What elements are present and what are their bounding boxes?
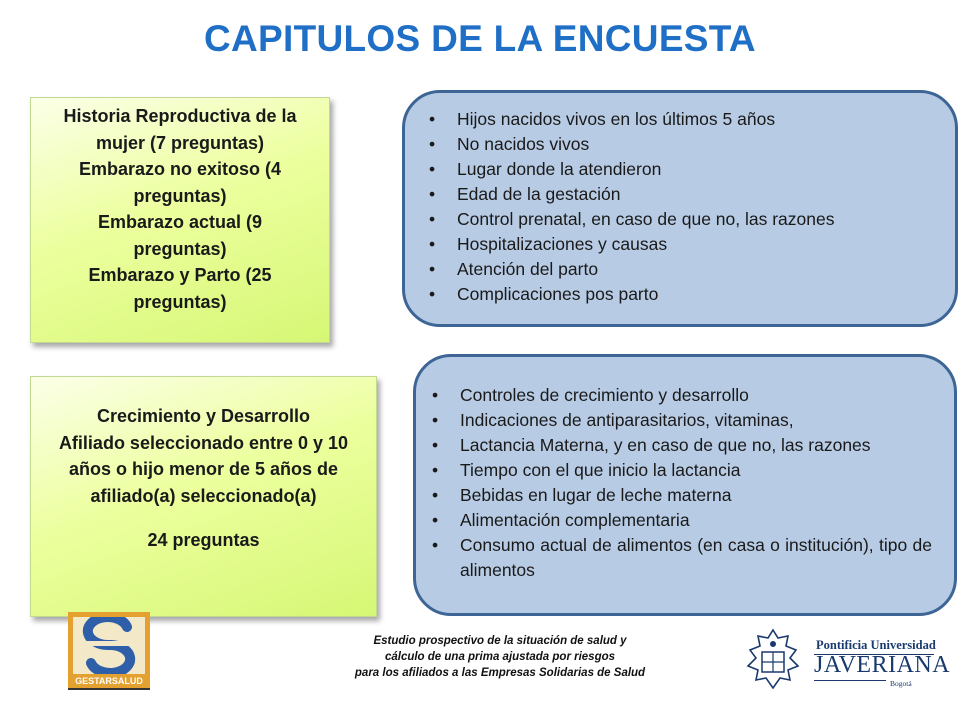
topic-list [425, 107, 925, 307]
box-line: Afiliado seleccionado entre 0 y 10 [58, 432, 349, 453]
bullet-icon: • [432, 460, 439, 480]
list-item [425, 207, 925, 232]
bullet-icon: • [432, 535, 439, 555]
list-item [428, 508, 932, 533]
bullet-icon: • [429, 134, 436, 154]
list-item-text: Tiempo con el que inicio la lactancia [460, 460, 741, 480]
bullet-icon: • [432, 410, 439, 430]
list-item-text: Controles de crecimiento y desarrollo [460, 385, 749, 405]
bullet-icon: • [429, 159, 436, 179]
list-item-text: Hospitalizaciones y causas [457, 234, 668, 254]
list-item-text: Lactancia Materna, y en caso de que no, las razones [460, 435, 871, 455]
box-line: Historia Reproductiva de la [63, 106, 297, 126]
list-item-text: Lugar donde la atendieron [457, 159, 662, 179]
bullet-icon: • [432, 385, 439, 405]
box-line: Embarazo no exitoso (4 [78, 159, 282, 179]
list-item-text: Alimentación complementaria [460, 510, 690, 530]
list-item [428, 383, 932, 408]
box-line: Embarazo y Parto (25 [88, 265, 272, 285]
footer-caption [300, 633, 700, 681]
box-line: afiliado(a) seleccionado(a) [90, 485, 317, 506]
gestarsalud-logo [68, 612, 150, 688]
growth-topics-box [413, 354, 957, 616]
list-item-text: No nacidos vivos [457, 134, 590, 154]
box-line: Embarazo actual (9 [97, 212, 263, 232]
list-item [425, 107, 925, 132]
list-item [425, 132, 925, 157]
box-line: preguntas) [133, 185, 227, 206]
list-item-text: Control prenatal, en caso de que no, las razones [457, 209, 835, 229]
university-name: JAVERIANA [814, 652, 951, 678]
list-item [428, 483, 932, 508]
list-item [425, 257, 925, 282]
list-item-text: Consumo actual de alimentos (en casa o institución), tipo de alimentos [460, 535, 932, 580]
javeriana-logo [742, 628, 951, 696]
box-line: Crecimiento y Desarrollo [96, 406, 311, 426]
bullet-icon: • [429, 259, 436, 279]
logo-underline [68, 688, 150, 690]
list-item [425, 157, 925, 182]
list-item [425, 232, 925, 257]
list-item-text: Hijos nacidos vivos en los últimos 5 años [457, 109, 776, 129]
university-city: Bogotá [890, 679, 912, 688]
javeriana-crest-icon [742, 628, 804, 694]
list-item-text: Edad de la gestación [457, 184, 621, 204]
list-item [428, 433, 932, 458]
bullet-icon: • [429, 109, 436, 129]
list-item-text: Complicaciones pos parto [457, 284, 659, 304]
bullet-icon: • [429, 209, 436, 229]
box-line: preguntas) [133, 291, 227, 312]
bullet-icon: • [429, 184, 436, 204]
box-line: mujer (7 preguntas) [95, 132, 265, 153]
footer-line: para los afiliados a las Empresas Solidarias de Salud [354, 667, 646, 679]
gestarsalud-logo-icon [73, 617, 145, 674]
list-item [425, 182, 925, 207]
divider [814, 680, 886, 681]
spacer [31, 509, 376, 527]
list-item [428, 533, 932, 583]
footer-line: Estudio prospectivo de la situación de salud y [373, 635, 627, 647]
question-count: 24 preguntas [147, 530, 260, 550]
page-title: CAPITULOS DE LA ENCUESTA [204, 18, 756, 59]
footer-line: cálculo de una prima ajustada por riesgos [384, 651, 616, 663]
bullet-icon: • [432, 435, 439, 455]
list-item-text: Atención del parto [457, 259, 599, 279]
bullet-icon: • [432, 485, 439, 505]
reproductive-history-box [30, 97, 330, 343]
growth-development-box [30, 376, 377, 617]
list-item [428, 458, 932, 483]
university-prefix: Pontificia Universidad [816, 638, 936, 652]
box-line: preguntas) [133, 238, 227, 259]
list-item-text: Indicaciones de antiparasitarios, vitaminas, [460, 410, 794, 430]
reproductive-topics-box [402, 90, 958, 327]
bullet-icon: • [432, 510, 439, 530]
bullet-icon: • [429, 284, 436, 304]
list-item [425, 282, 925, 307]
gestarsalud-label: GESTARSALUD [75, 676, 143, 686]
list-item-text: Bebidas en lugar de leche materna [460, 485, 732, 505]
topic-list [428, 383, 932, 583]
list-item [428, 408, 932, 433]
bullet-icon: • [429, 234, 436, 254]
box-line: años o hijo menor de 5 años de [68, 459, 339, 479]
